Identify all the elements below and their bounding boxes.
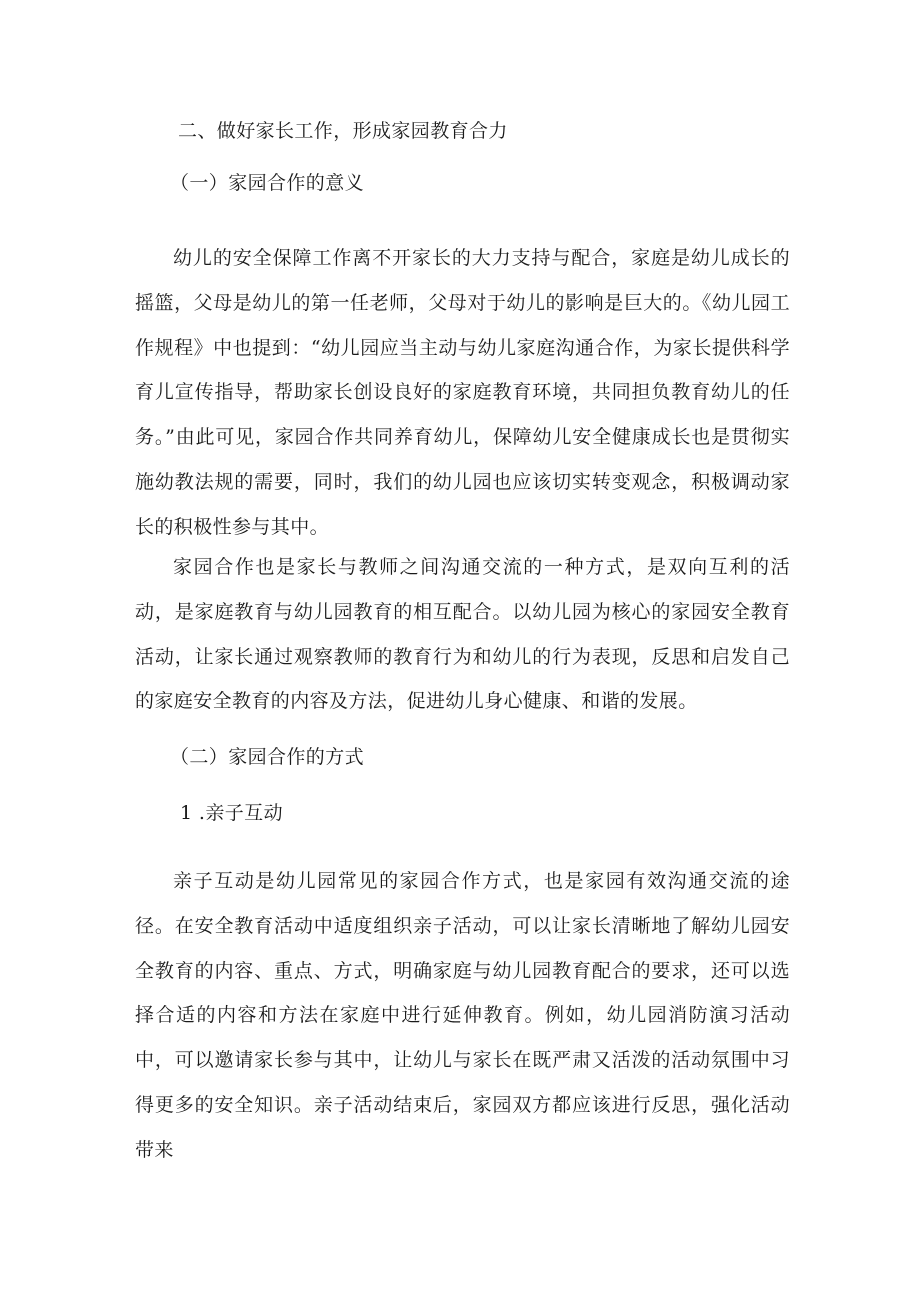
section-heading: 二、做好家长工作，形成家园教育合力 bbox=[178, 120, 508, 142]
paragraph-significance-1: 幼儿的安全保障工作离不开家长的大力支持与配合，家庭是幼儿成长的摇篮，父母是幼儿的第一任老师，父母对于幼儿的影响是巨大的。《幼儿园工作规程》中也提到：“幼儿园应当主动与幼儿家庭沟通合作，为家长提供科学育儿宣传指导，帮助家长创设良好的家庭教育环境，共同担负教育幼儿的任务。”由此可见，家园合作共同养育幼儿，保障幼儿安全健康成长也是贯彻实施幼教法规的需要，同时，我们的幼儿园也应该切实转变观念，积极调动家长的积极性参与其中。 bbox=[135, 247, 790, 538]
subsection-heading-significance: （一）家园合作的意义 bbox=[170, 172, 365, 194]
item-heading-parent-child: 1 .亲子互动 bbox=[180, 802, 283, 824]
paragraph-significance-2: 家园合作也是家长与教师之间沟通交流的一种方式，是双向互利的活动，是家庭教育与幼儿园教育的相互配合。以幼儿园为核心的家园安全教育活动，让家长通过观察教师的教育行为和幼儿的行为表现，反思和启发自己的家庭安全教育的内容及方法，促进幼儿身心健康、和谐的发展。 bbox=[135, 556, 790, 713]
paragraph-parent-child: 亲子互动是幼儿园常见的家园合作方式，也是家园有效沟通交流的途径。在安全教育活动中适度组织亲子活动，可以让家长清晰地了解幼儿园安全教育的内容、重点、方式，明确家庭与幼儿园教育配合的要求，还可以选择合适的内容和方法在家庭中进行延伸教育。例如，幼儿园消防演习活动中，可以邀请家长参与其中，让幼儿与家长在既严肃又活泼的活动氛围中习得更多的安全知识。亲子活动结束后，家园双方都应该进行反思，强化活动带来 bbox=[135, 870, 790, 1161]
subsection-heading-methods: （二）家园合作的方式 bbox=[170, 746, 365, 768]
